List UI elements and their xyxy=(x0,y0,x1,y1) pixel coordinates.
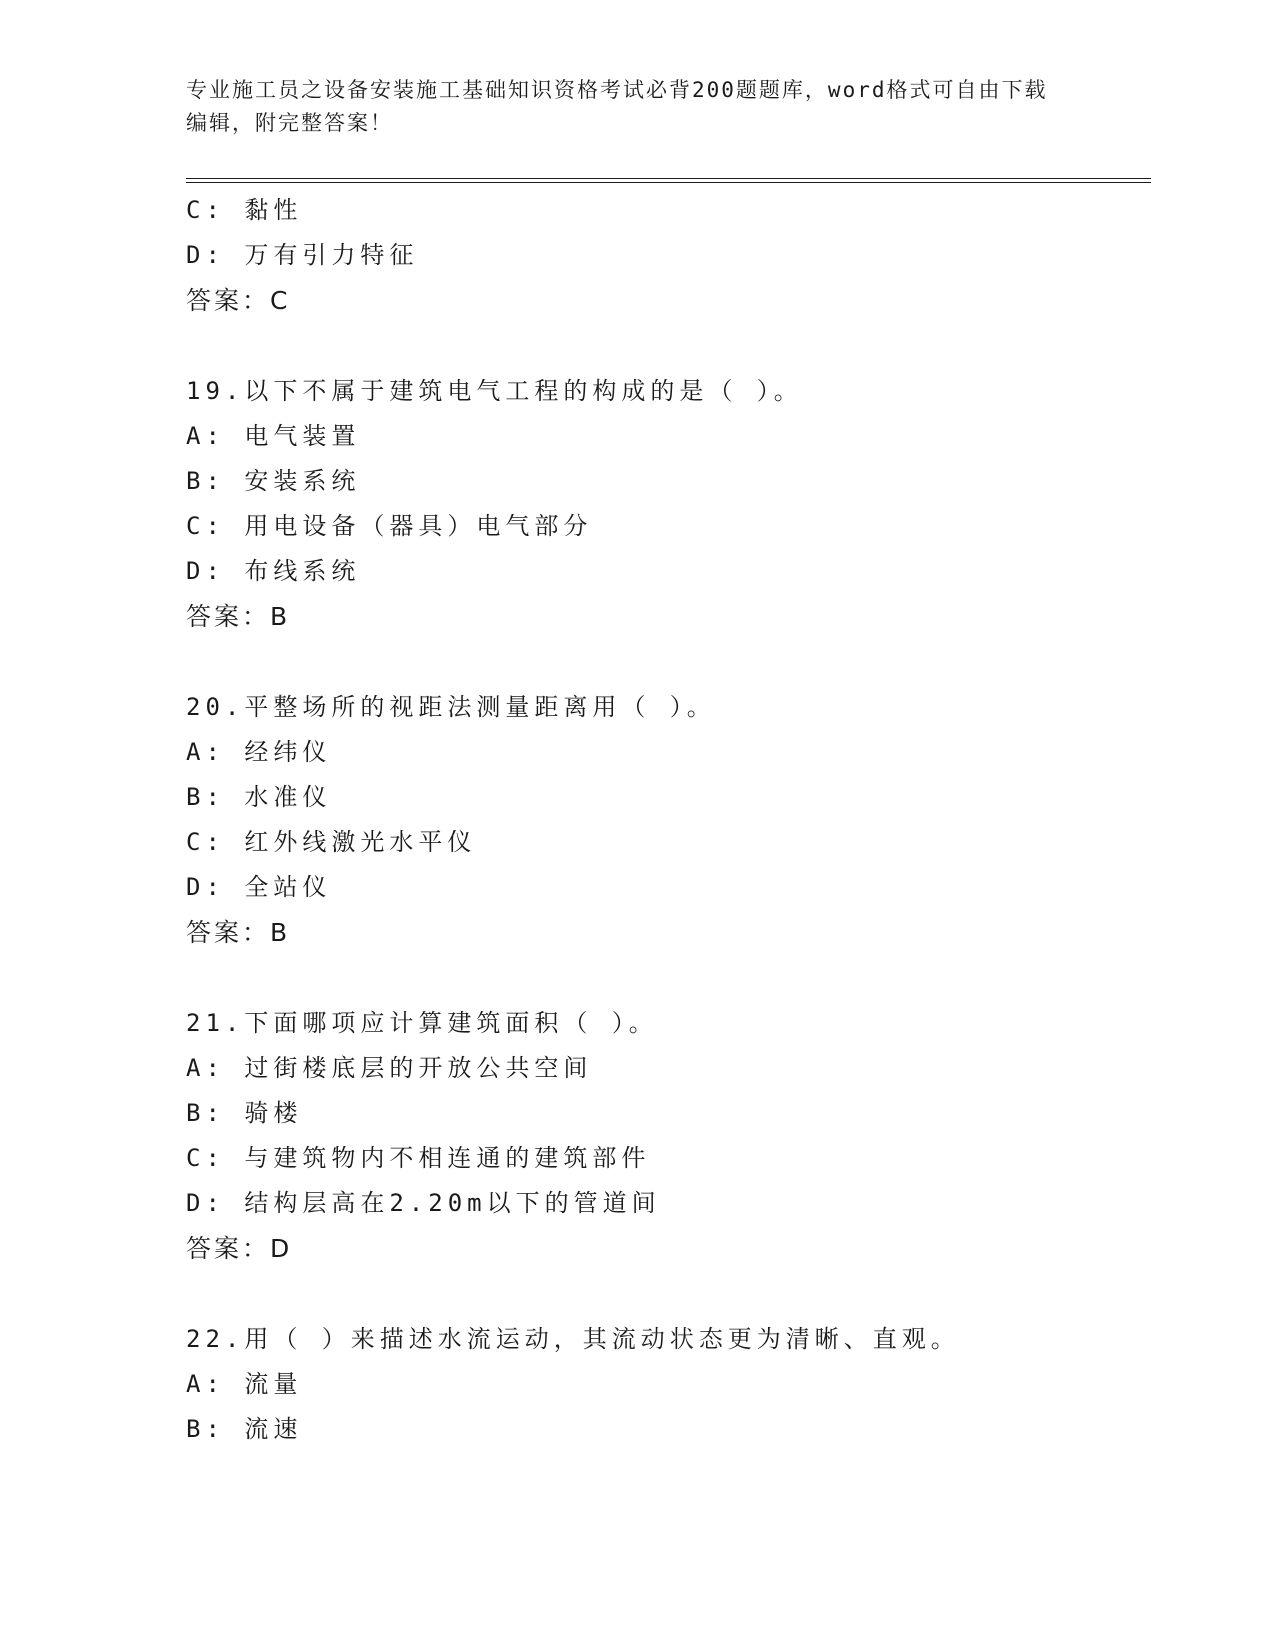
question-spacer xyxy=(186,323,1146,369)
question-spacer xyxy=(186,955,1146,1001)
option-a: A: 电气装置 xyxy=(186,422,361,450)
option-d: D: 布线系统 xyxy=(186,557,361,585)
question-21 xyxy=(186,1001,1146,1271)
question-stem: 19.以下不属于建筑电气工程的构成的是（ ）。 xyxy=(186,377,803,405)
option-a: A: 流量 xyxy=(186,1370,303,1398)
question-stem: 22.用（ ）来描述水流运动，其流动状态更为清晰、直观。 xyxy=(186,1325,960,1353)
option-c: C: 红外线激光水平仪 xyxy=(186,828,477,856)
answer-line: 答案：C xyxy=(186,286,291,315)
option-c: C: 与建筑物内不相连通的建筑部件 xyxy=(186,1144,651,1172)
question-20 xyxy=(186,685,1146,955)
question-spacer xyxy=(186,1271,1146,1317)
question-stem: 21.下面哪项应计算建筑面积（ ）。 xyxy=(186,1009,658,1037)
option-b: B: 骑楼 xyxy=(186,1099,303,1127)
option-d: D: 结构层高在2.20m以下的管道间 xyxy=(186,1189,661,1217)
question-19 xyxy=(186,369,1146,639)
option-d: D: 全站仪 xyxy=(186,873,332,901)
answer-line: 答案：D xyxy=(186,1234,293,1263)
question-stem: 20.平整场所的视距法测量距离用（ ）。 xyxy=(186,693,716,721)
header-rule-top xyxy=(186,178,1151,179)
question-18-continued xyxy=(186,188,1146,323)
option-a: A: 经纬仪 xyxy=(186,738,332,766)
option-c: C: 用电设备（器具）电气部分 xyxy=(186,512,593,540)
option-d: D: 万有引力特征 xyxy=(186,241,419,269)
question-spacer xyxy=(186,639,1146,685)
option-c: C: 黏性 xyxy=(186,196,303,224)
option-b: B: 流速 xyxy=(186,1415,303,1443)
answer-line: 答案：B xyxy=(186,918,291,947)
question-22 xyxy=(186,1317,1146,1452)
question-content xyxy=(186,188,1146,1452)
option-b: B: 安装系统 xyxy=(186,467,361,495)
document-header: 专业施工员之设备安装施工基础知识资格考试必背200题题库，word格式可自由下载编辑，附完整答案！ xyxy=(186,78,1048,135)
header-rule-bottom xyxy=(186,182,1151,183)
option-b: B: 水准仪 xyxy=(186,783,332,811)
answer-line: 答案：B xyxy=(186,602,291,631)
option-a: A: 过街楼底层的开放公共空间 xyxy=(186,1054,593,1082)
